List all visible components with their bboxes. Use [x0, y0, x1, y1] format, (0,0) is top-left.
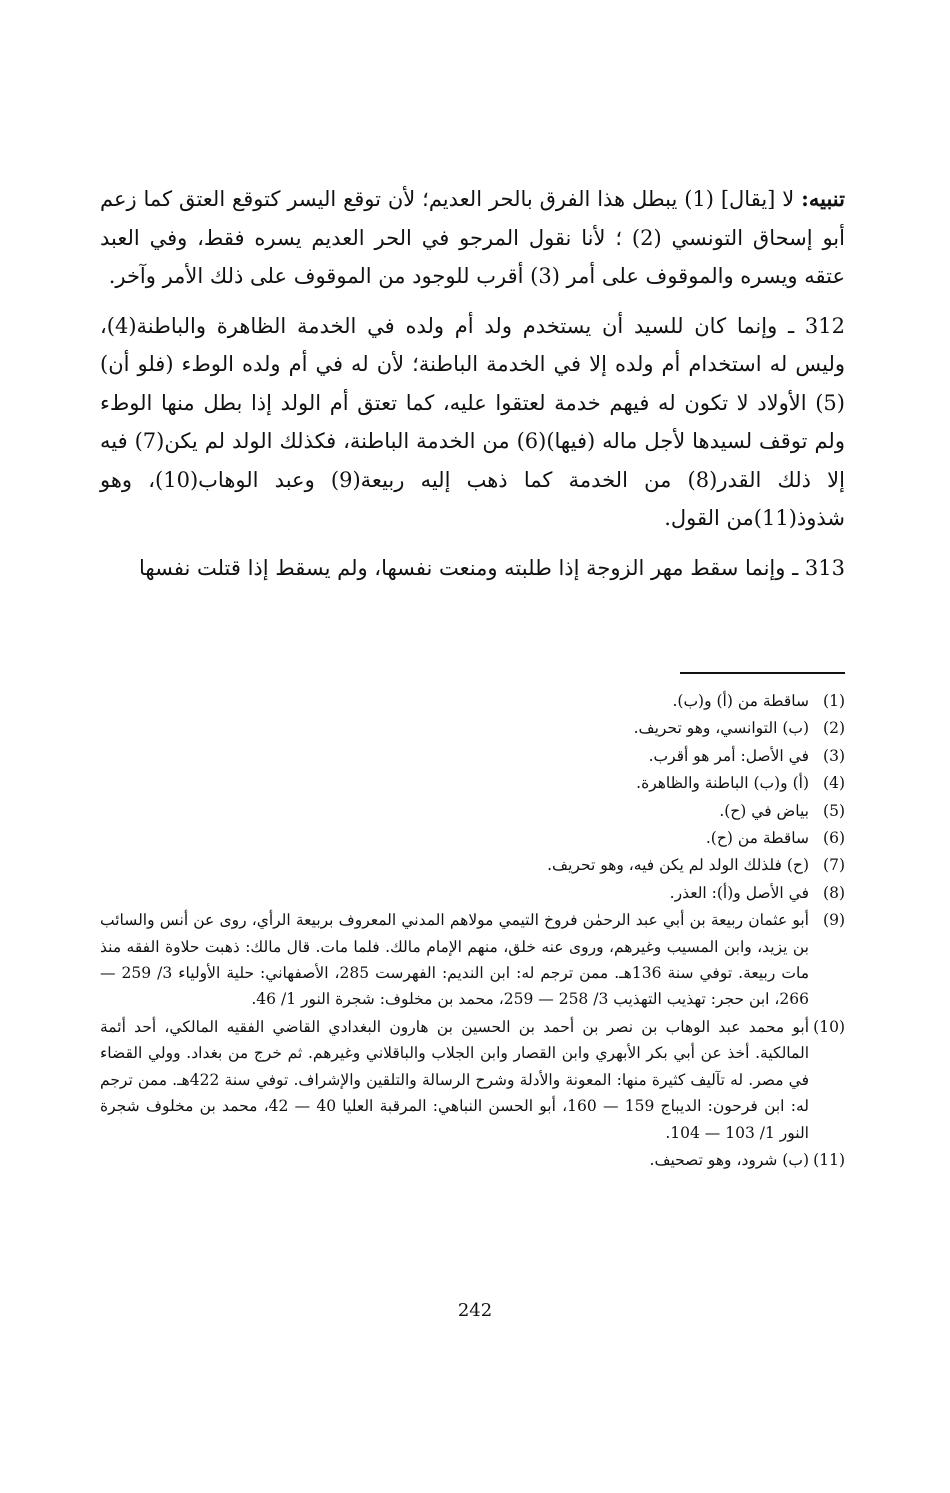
footnote-number: (5) [823, 801, 845, 820]
footnote-text: في الأصل: أمر هو أقرب. [648, 746, 809, 765]
tanbih-label: تنبيه: [801, 186, 845, 211]
footnote-text: (ب) التوانسي، وهو تحريف. [633, 719, 809, 738]
footnote [100, 1147, 845, 1173]
paragraph-313 [100, 549, 845, 588]
paragraph-text: ـ وإنما سقط مهر الزوجة إذا طلبته ومنعت نفسها، ولم يسقط إذا قتلت نفسها [139, 555, 805, 580]
tanbih-text: لا [يقال] (1) يبطل هذا الفرق بالحر العديم؛ لأن توقع اليسر كتوقع العتق كما زعم أبو إسحاق التونسي (2) ؛ لأنا نقول المرجو في الحر العديم يسره فقط، وفي العبد عتقه ويسره والموقوف على أمر (3) أقرب للوجود من الموقوف على ذلك الأمر وآخر. [100, 187, 845, 288]
paragraph-number: 313 [804, 555, 845, 580]
footnote-number: (6) [823, 829, 845, 848]
footnote-number: (1) [823, 692, 845, 710]
footnote-text: (ب) شرود، وهو تصحيف. [649, 1150, 809, 1169]
footnote-number: (3) [823, 746, 845, 765]
footnote-number: (10) [813, 1017, 845, 1036]
footnote-number: (7) [823, 856, 845, 875]
footnote [100, 743, 845, 769]
footnote [100, 825, 845, 851]
footnote-number: (8) [823, 883, 845, 902]
footnote [100, 688, 845, 714]
footnote [100, 798, 845, 824]
footnote-text: (أ) و(ب) الباطنة والظاهرة. [636, 774, 809, 793]
footnote-number: (9) [823, 911, 845, 930]
tanbih-paragraph [100, 180, 845, 296]
footnote [100, 852, 845, 878]
footnote-text: ساقطة من (ح). [705, 829, 809, 848]
footnote-text: بياض في (ح). [719, 801, 809, 820]
footnote [100, 770, 845, 796]
paragraph-number: 312 [804, 313, 845, 338]
footnote-text: أبو عثمان ربيعة بن أبي عبد الرحمٰن فروخ التيمي مولاهم المدني المعروف بربيعة الرأي، روى عن أنس والسائب بن يزيد، وابن المسيب وغيرهم، وروى عنه خلق، منهم الإمام مالك. فلما مات. قال مالك: ذهبت حلاوة الفقه منذ مات ربيعة. توفي سنة 136هـ. ممن ترجم له: ابن النديم: الفهرست 285، الأصفهاني: حلية الأولياء 3/ 259 — 266، ابن حجر: تهذيب التهذيب 3/ 258 — 259، محمد بن مخلوف: شجرة النور 1/ 46. [100, 911, 809, 1009]
footnote-number: (11) [813, 1150, 845, 1169]
footnote-text: أبو محمد عبد الوهاب بن نصر بن أحمد بن الحسين بن هارون البغدادي القاضي الفقيه المالكي، أحد أئمة المالكية. أخذ عن أبي بكر الأبهري وابن القصار وابن الجلاب والباقلاني وغيرهم. ثم خرج من بغداد. وولي القضاء في مصر. له تآليف كثيرة منها: المعونة والأدلة وشرح الرسالة والتلقين والإشراف. توفي سنة 422هـ. ممن ترجم له: ابن فرحون: الديباج 159 — 160، أبو الحسن النباهي: المرقبة العليا 40 — 42، محمد بن مخلوف شجرة النور 1/ 103 — 104. [100, 1017, 809, 1142]
footnote-number: (4) [823, 774, 845, 793]
page-number: 242 [457, 1300, 493, 1321]
footnote-text: (ح) فلذلك الولد لم يكن فيه، وهو تحريف. [547, 856, 809, 875]
footnote [100, 880, 845, 906]
paragraph-text: ـ وإنما كان للسيد أن يستخدم ولد أم ولده في الخدمة الظاهرة والباطنة(4)، وليس له استخدام أم ولده إلا في الخدمة الباطنة؛ لأن له في أم ولده الوطء (فلو أن)(5) الأولاد لا تكون له فيهم خدمة لعتقوا عليه، كما تعتق أم الولد إذا بطل منها الوطء ولم توقف لسيدها لأجل ماله (فيها)(6) من الخدمة الباطنة، فكذلك الولد لم يكن(7) فيه إلا ذلك القدر(8) من الخدمة كما ذهب إليه ربيعة(9) وعبد الوهاب(10)، وهو شذوذ(11)من القول. [100, 313, 845, 530]
footnotes [100, 688, 845, 1174]
main-text [100, 180, 845, 598]
paragraph-312 [100, 307, 845, 538]
footnote-number: (2) [823, 719, 845, 738]
footnote [100, 715, 845, 741]
footnote-separator [680, 672, 845, 674]
footnote [100, 907, 845, 1013]
footnote [100, 1014, 845, 1146]
footnote-text: ساقطة من (أ) و(ب). [672, 692, 809, 710]
footnote-text: في الأصل و(أ): العذر. [669, 883, 809, 902]
